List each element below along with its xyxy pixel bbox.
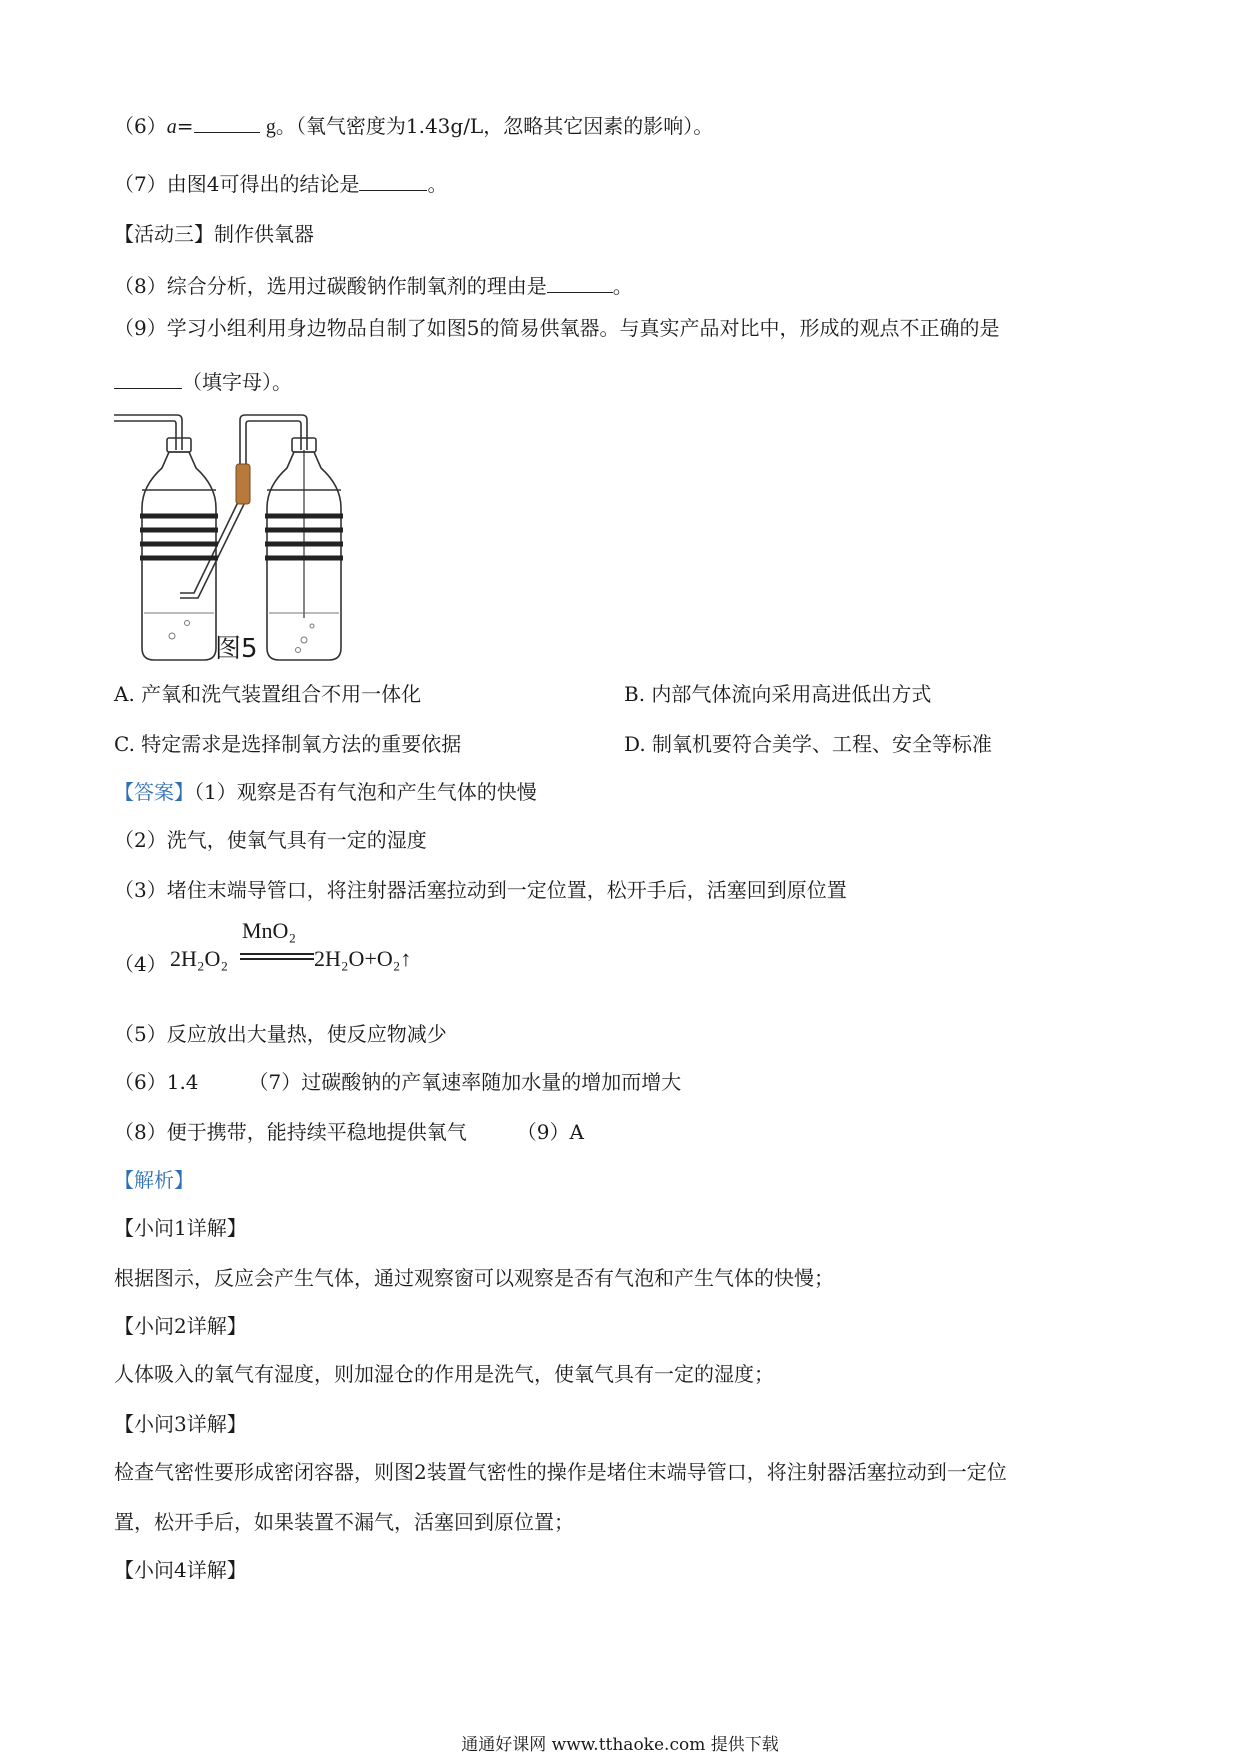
answer-blank — [359, 172, 427, 191]
catalyst-label: MnO₂ — [242, 918, 297, 943]
answer-6-7: （6）1.4 （7）过碳酸钠的产氧速率随加水量的增加而增大 — [114, 1070, 682, 1094]
option-b: B. 内部气体流向采用高进低出方式 — [624, 682, 932, 706]
figure-5-label: 图5 — [215, 634, 258, 664]
sub-question-4-heading: 【小问4详解】 — [114, 1558, 247, 1582]
left-bottle — [142, 438, 216, 660]
answer-5: （5）反应放出大量热，使反应物减少 — [114, 1022, 447, 1046]
option-c: C. 特定需求是选择制氧方法的重要依据 — [114, 732, 462, 756]
footer-watermark: 通通好课网 www.tthaoke.com 提供下载 — [461, 1735, 779, 1755]
answer-blank — [114, 370, 182, 389]
question-9-continued: （填字母）。 — [114, 368, 292, 396]
analysis-tag: 【解析】 — [114, 1168, 194, 1192]
answer-blank — [194, 114, 260, 133]
analysis-3-line-1: 检查气密性要形成密闭容器，则图2装置气密性的操作是堵住末端导管口，将注射器活塞拉动到一定位 — [114, 1460, 1007, 1484]
answer-tag: 【答案】 — [114, 780, 194, 804]
question-7: （7）由图4可得出的结论是 。 — [114, 172, 448, 196]
question-6: （6）a= g。（氧气密度为1.43g/L，忽略其它因素的影响）。 — [114, 114, 714, 138]
question-9: （9）学习小组利用身边物品自制了如图5的简易供氧器。与真实产品对比中，形成的观点不正确的是 — [114, 316, 1000, 340]
answer-1: 【答案】（1）观察是否有气泡和产生气体的快慢 — [114, 780, 537, 804]
reaction-equals-sign — [240, 952, 314, 962]
sub-question-1-heading: 【小问1详解】 — [114, 1216, 247, 1240]
analysis-3-line-2: 置，松开手后，如果装置不漏气，活塞回到原位置； — [114, 1510, 574, 1534]
option-d: D. 制氧机要符合美学、工程、安全等标准 — [624, 732, 993, 756]
question-8: （8）综合分析，选用过碳酸钠作制氧剂的理由是 。 — [114, 274, 633, 298]
activity-3-heading: 【活动三】制作供氧器 — [114, 222, 314, 246]
analysis-1: 根据图示，反应会产生气体，通过观察窗可以观察是否有气泡和产生气体的快慢； — [114, 1266, 834, 1290]
sub-question-2-heading: 【小问2详解】 — [114, 1314, 247, 1338]
answer-3: （3）堵住末端导管口，将注射器活塞拉动到一定位置，松开手后，活塞回到原位置 — [114, 878, 847, 902]
variable-a: a — [166, 116, 177, 138]
answer-2: （2）洗气，使氧气具有一定的湿度 — [114, 828, 427, 852]
rubber-connector — [236, 464, 250, 504]
option-a: A. 产氧和洗气装置组合不用一体化 — [114, 682, 422, 706]
answer-8-9: （8）便于携带，能持续平稳地提供氧气 （9）A — [114, 1120, 584, 1144]
answer-blank — [547, 274, 613, 293]
sub-question-3-heading: 【小问3详解】 — [114, 1412, 247, 1436]
analysis-2: 人体吸入的氧气有湿度，则加湿仓的作用是洗气，使氧气具有一定的湿度； — [114, 1362, 774, 1386]
